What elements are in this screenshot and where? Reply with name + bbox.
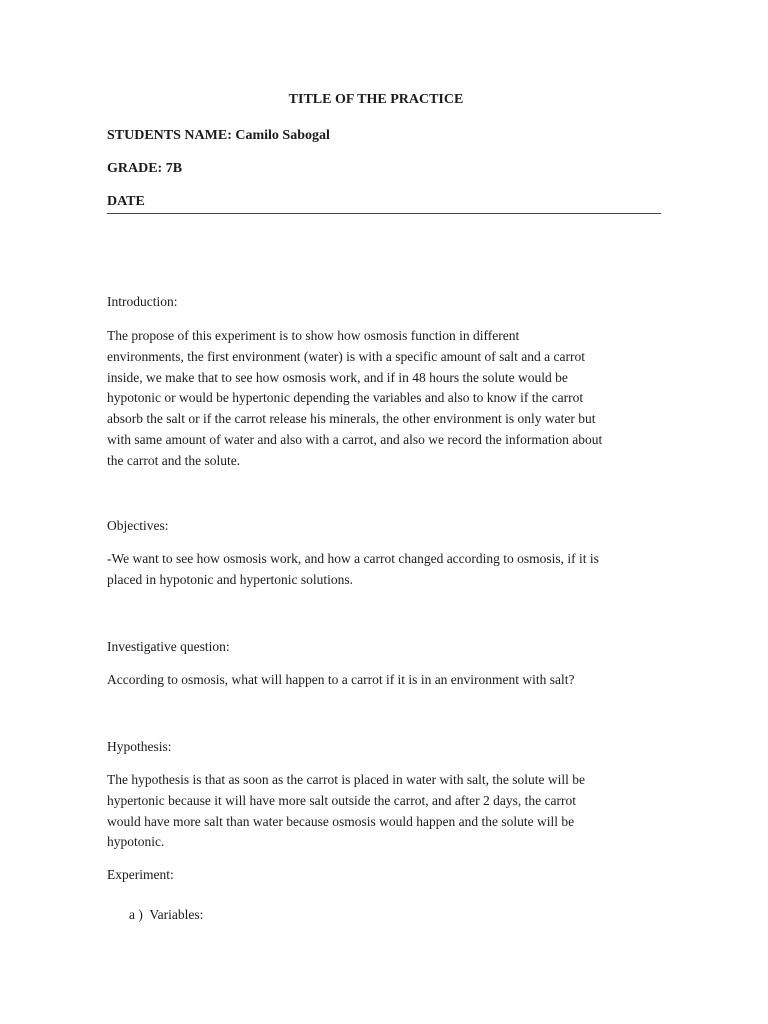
list-item [129,906,203,924]
list-item-marker: a ) [129,907,143,922]
introduction-paragraph: The propose of this experiment is to show how osmosis function in different environments, the first environment (water) is with a specific amount of salt and a carrot inside, we make that to see how osmosis work, and if in 48 hours the solute would be hypotonic or would be hypertonic depending the variables and also to know if the carrot absorb the salt or if the carrot release his minerals, the other environment is only water but with same amount of water and also with a carrot, and also we record the information about the carrot and the solute. [107,328,603,468]
investigative-question-heading: Investigative question: [107,639,230,654]
grade-label: GRADE: [107,161,163,176]
document-title: TITLE OF THE PRACTICE [288,92,464,107]
grade-value: 7B [165,161,183,176]
student-name-line [107,127,661,145]
hypothesis-paragraph: The hypothesis is that as soon as the carrot is placed in water with salt, the solute will be hypertonic because it will have more salt outside the carrot, and after 2 days, the carrot would have more salt than water because osmosis would happen and the solute will be hypotonic. [107,772,586,850]
experiment-heading: Experiment: [107,867,174,882]
student-name-value: Camilo Sabogal [235,128,330,143]
introduction-heading: Introduction: [107,294,178,309]
date-label: DATE [107,194,145,209]
grade-line [107,160,661,178]
date-line [107,193,661,214]
objectives-heading: Objectives: [107,518,169,533]
list-item-label: Variables: [149,907,204,922]
investigative-question-paragraph: According to osmosis, what will happen to a carrot if it is in an environment with salt? [107,672,575,687]
hypothesis-heading: Hypothesis: [107,739,172,754]
student-name-label: STUDENTS NAME: [107,128,232,143]
objectives-paragraph: -We want to see how osmosis work, and how a carrot changed according to osmosis, if it is placed in hypotonic and hypertonic solutions. [107,551,599,587]
